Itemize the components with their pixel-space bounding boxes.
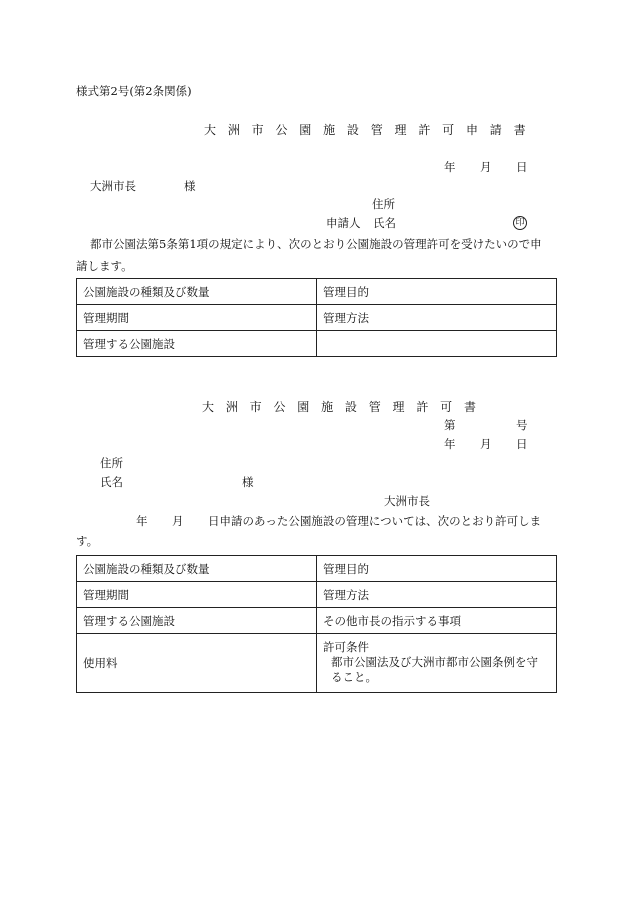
date-month-label: 月 <box>480 160 492 174</box>
table-cell: 公園施設の種類及び数量 <box>77 279 317 305</box>
table-cell: その他市長の指示する事項 <box>317 608 557 634</box>
permit-table <box>76 555 557 693</box>
table-row <box>77 608 557 634</box>
table-cell: 管理目的 <box>317 279 557 305</box>
permit-number-prefix: 第 <box>444 418 456 432</box>
application-body-line2: 請します。 <box>76 259 133 273</box>
table-row <box>77 634 557 693</box>
recipient-honorific: 様 <box>242 475 254 489</box>
permit-conditions-cell <box>317 634 557 693</box>
table-cell: 管理期間 <box>77 305 317 331</box>
table-cell: 管理方法 <box>317 305 557 331</box>
conditions-line2: ること。 <box>331 670 377 684</box>
date-year-label: 年 <box>444 437 456 451</box>
date-year-label: 年 <box>444 160 456 174</box>
table-cell: 管理する公園施設 <box>77 331 317 357</box>
permit-body-line2: す。 <box>76 534 99 548</box>
addressee-honorific: 様 <box>184 179 196 193</box>
table-cell: 管理する公園施設 <box>77 608 317 634</box>
conditions-title: 許可条件 <box>323 640 369 654</box>
applicant-name-label: 氏名 <box>373 216 396 230</box>
application-body-line1: 都市公園法第5条第1項の規定により、次のとおり公園施設の管理許可を受けたいので申 <box>90 237 542 251</box>
permit-body-month: 月 <box>172 514 184 528</box>
permit-issuer: 大洲市長 <box>384 494 430 508</box>
permit-body-year: 年 <box>136 514 148 528</box>
table-cell: 管理方法 <box>317 582 557 608</box>
table-cell: 公園施設の種類及び数量 <box>77 556 317 582</box>
applicant-label: 申請人 <box>326 216 361 230</box>
table-row <box>77 331 557 357</box>
table-cell <box>317 331 557 357</box>
recipient-name-label: 氏名 <box>100 475 123 489</box>
table-cell: 管理目的 <box>317 556 557 582</box>
recipient-address-label: 住所 <box>100 456 123 470</box>
addressee-mayor: 大洲市長 <box>90 179 136 193</box>
table-row <box>77 582 557 608</box>
table-row <box>77 279 557 305</box>
application-title: 大 洲 市 公 園 施 設 管 理 許 可 申 請 書 <box>204 123 530 137</box>
conditions-line1: 都市公園法及び大洲市都市公園条例を守 <box>331 655 538 669</box>
table-cell: 使用料 <box>77 634 317 693</box>
date-month-label: 月 <box>480 437 492 451</box>
permit-title: 大 洲 市 公 園 施 設 管 理 許 可 書 <box>202 400 480 414</box>
form-number: 様式第2号(第2条関係) <box>76 84 192 98</box>
date-day-label: 日 <box>516 437 528 451</box>
permit-number-suffix: 号 <box>516 418 528 432</box>
date-day-label: 日 <box>516 160 528 174</box>
table-row <box>77 305 557 331</box>
application-table <box>76 278 557 357</box>
permit-body-line1: 日申請のあった公園施設の管理については、次のとおり許可しま <box>208 514 542 528</box>
table-row <box>77 556 557 582</box>
table-cell: 管理期間 <box>77 582 317 608</box>
applicant-address-label: 住所 <box>372 197 395 211</box>
application-body <box>76 233 556 277</box>
seal-mark-icon: 印 <box>513 216 527 230</box>
